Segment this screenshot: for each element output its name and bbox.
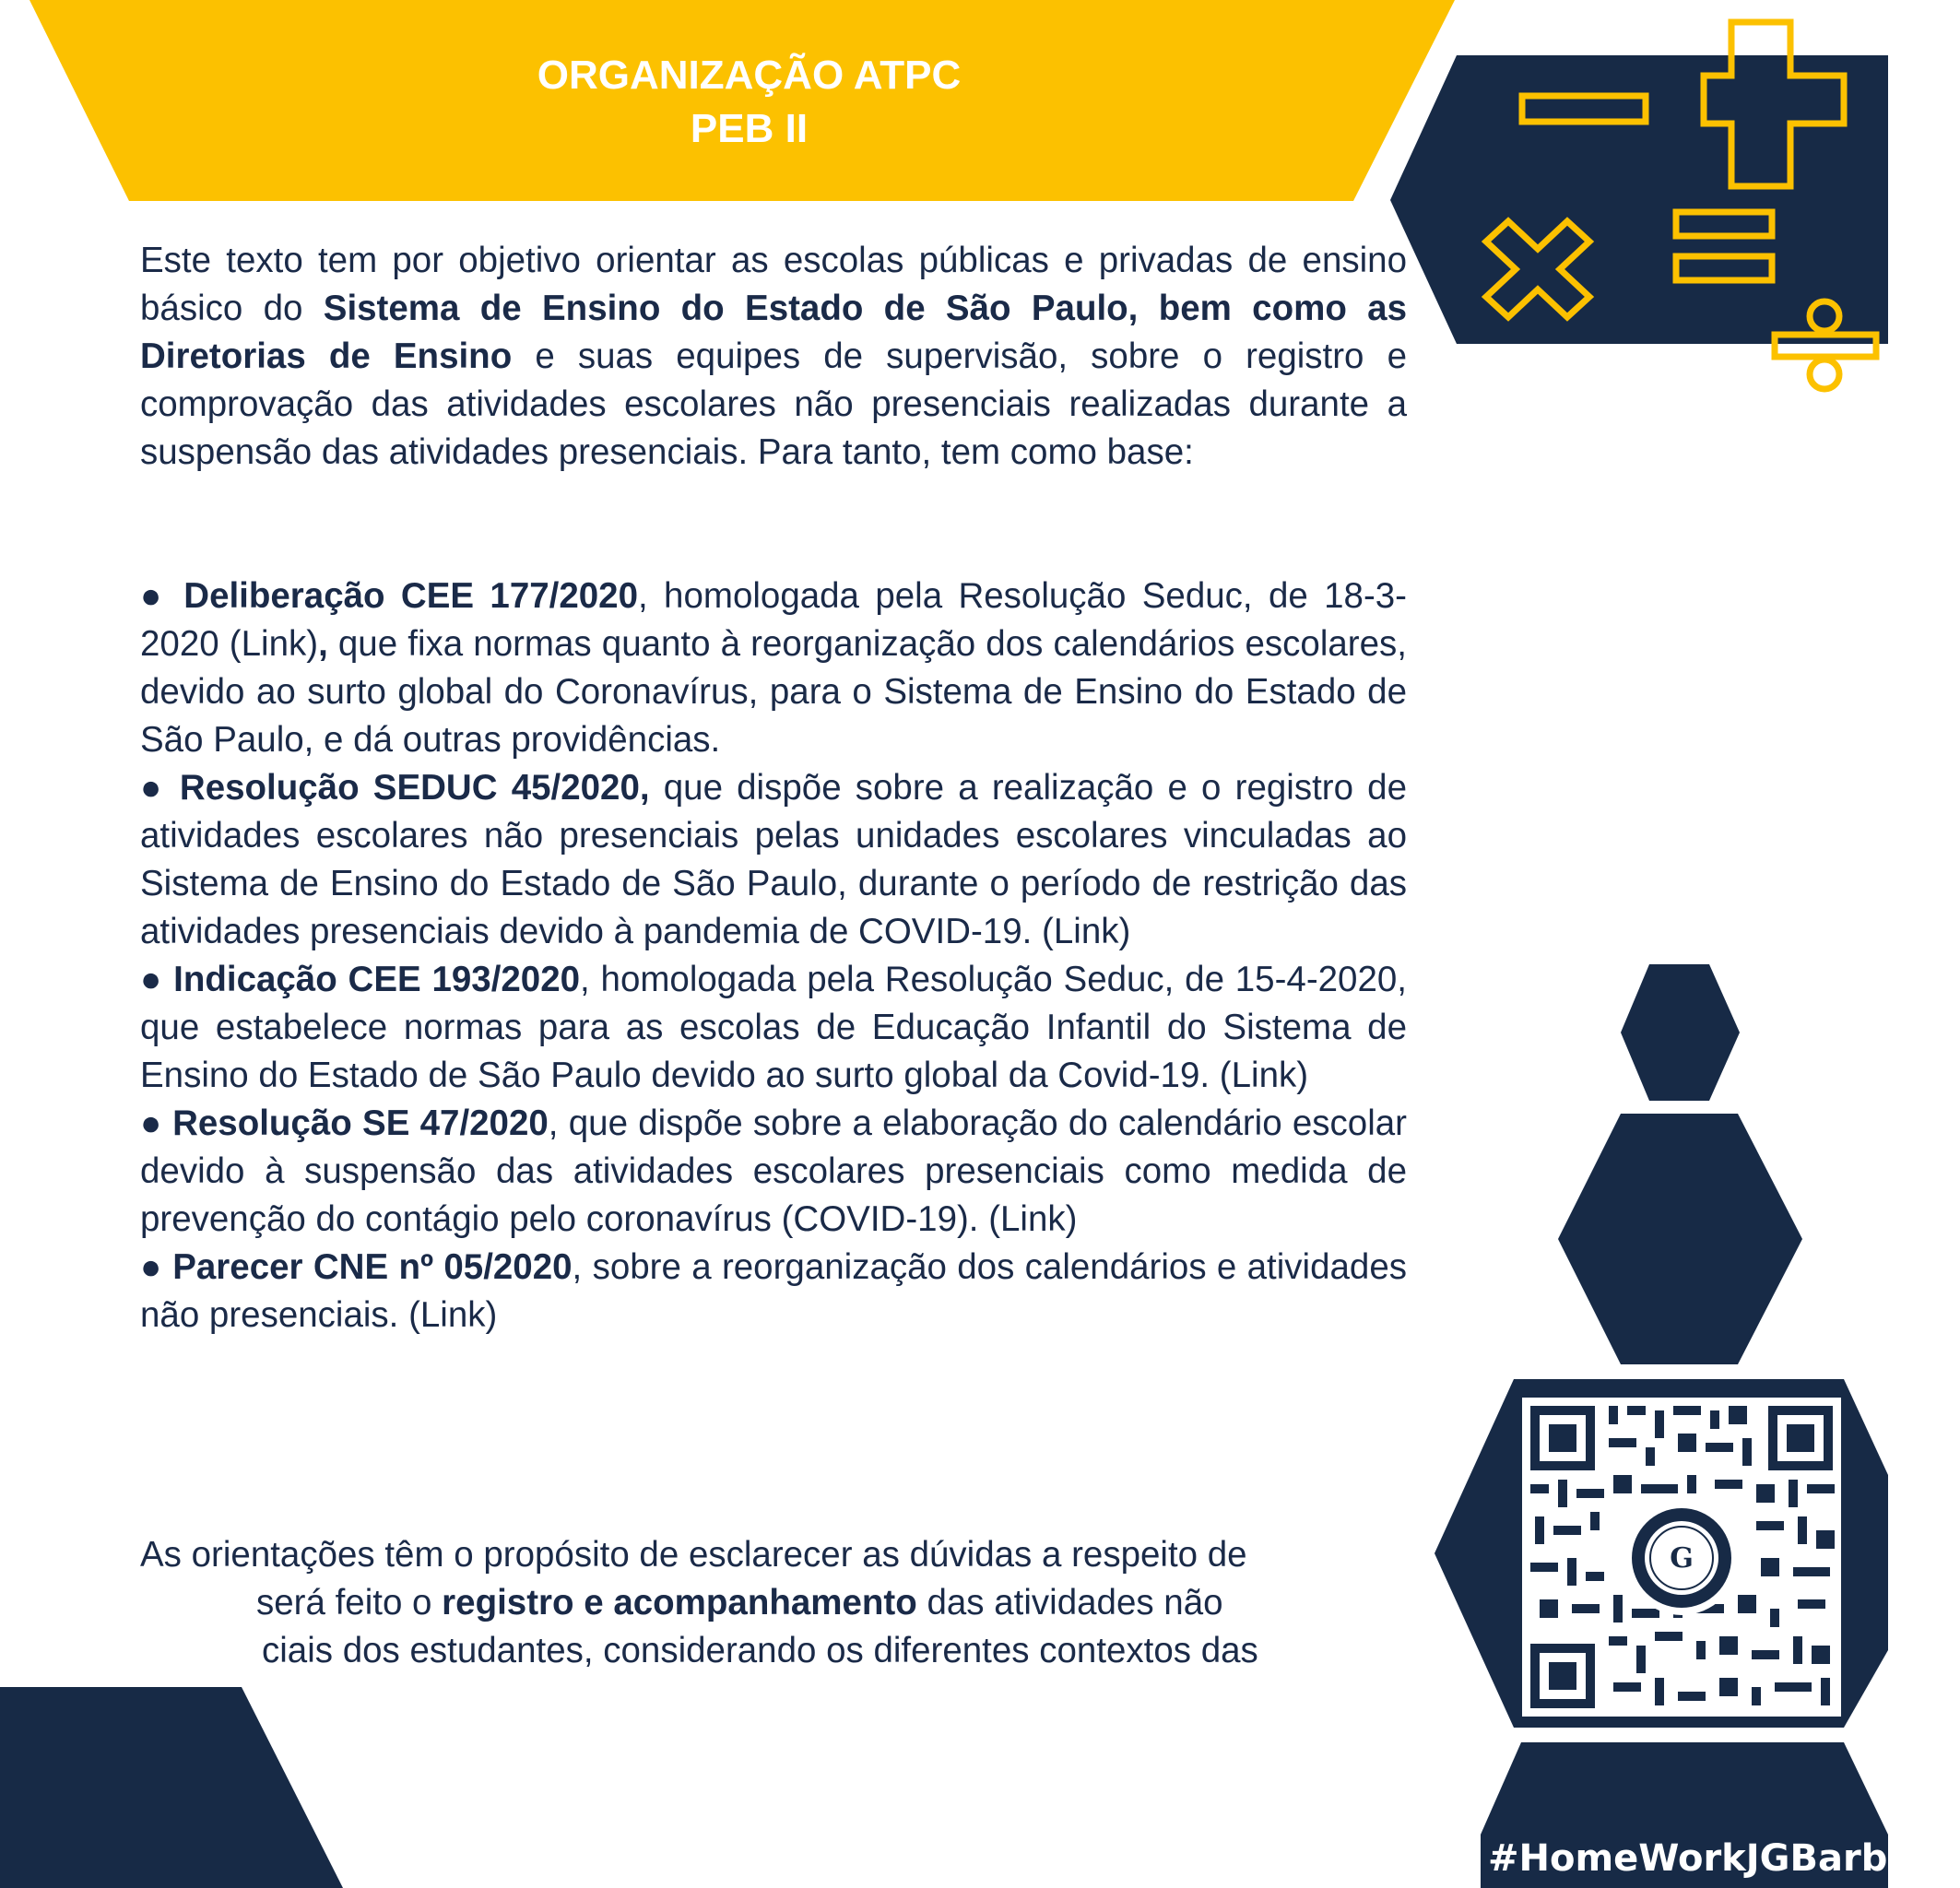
bullet: ● [140, 768, 180, 808]
references-list [140, 572, 1407, 1339]
closing-line-2c: das atividades não [916, 1583, 1223, 1622]
list-item [140, 572, 1407, 764]
list-item [140, 956, 1407, 1100]
intro-text-2: e suas equipes de supervisão, sobre o registro e comprovação das atividades escolares não presenciais realizadas durante a suspensão das atividades presenciais. Para tanto, tem como base: [140, 336, 1407, 472]
list-item [140, 1244, 1407, 1339]
intro-text-1: Este texto tem por objetivo orientar as escolas públicas e privadas de ensino básico do [140, 241, 1407, 328]
closing-bold: registro e acompanhamento [442, 1583, 917, 1622]
school-seal-icon [1624, 1501, 1739, 1615]
reference-link[interactable]: (Link) [229, 624, 319, 664]
reference-link[interactable]: (Link) [988, 1199, 1078, 1239]
closing-paragraph [140, 1531, 1407, 1675]
reference-text: , sobre a reorganização dos calendários e atividades não presenciais. [140, 1247, 1408, 1335]
page-title: ORGANIZAÇÃO ATPC [537, 53, 962, 98]
bottom-left-shape [0, 1687, 343, 1888]
reference-link[interactable]: (Link) [1042, 912, 1131, 951]
bullet: ● [140, 1247, 173, 1287]
bullet: ● [140, 1103, 173, 1143]
svg-text:G: G [1670, 1542, 1694, 1575]
reference-text: que fixa normas quanto à reorganização dos calendários escolares, devido ao surto global do Coronavírus, para o Sistema de Ensino do Estado de São Paulo, e dá outras providências. [140, 624, 1407, 760]
intro-paragraph [140, 237, 1407, 477]
reference-title: Parecer CNE nº 05/2020 [172, 1247, 573, 1287]
closing-line-1: As orientações têm o propósito de esclarecer as dúvidas a respeito de [140, 1535, 1247, 1575]
closing-line-2a: será feito o [256, 1583, 443, 1622]
list-item [140, 764, 1407, 956]
reference-text: , homologada pela Resolução Seduc, de 15-4-2020, que estabelece normas para as escolas de Educação Infantil do Sistema de Ensino do Estado de São Paulo devido ao surto global da Covid-19. [140, 960, 1407, 1095]
reference-comma: , [318, 624, 328, 664]
reference-title: Resolução SEDUC 45/2020, [179, 768, 650, 808]
small-hexagon [1621, 964, 1740, 1101]
title-banner [30, 0, 1455, 201]
reference-title: Indicação CEE 193/2020 [173, 960, 581, 999]
intro-bold: Sistema de Ensino do Estado de São Paulo, bem como as Diretorias de Ensino [140, 289, 1408, 376]
closing-line-3: ciais dos estudantes, considerando os diferentes contextos das [262, 1631, 1258, 1670]
reference-link[interactable]: (Link) [1219, 1056, 1309, 1095]
reference-text: que dispõe sobre a realização e o registro de atividades escolares não presenciais pelas unidades escolares vinculadas ao Sistema de Ensino do Estado de São Paulo, durante o período de restrição das atividades presenciais devido à pandemia de COVID-19. [140, 768, 1408, 951]
bullet: ● [140, 960, 174, 999]
qr-code [1522, 1398, 1841, 1717]
reference-title: Resolução SE 47/2020 [172, 1103, 549, 1143]
reference-text: , que dispõe sobre a elaboração do calendário escolar devido à suspensão das atividades escolares presenciais como medida de prevenção do contágio pelo coronavírus (COVID-19). [140, 1103, 1407, 1239]
hashtag-label: #HomeWorkJGBarbosa [1488, 1837, 1960, 1880]
bullet: ● [140, 576, 184, 616]
reference-link[interactable]: (Link) [408, 1295, 498, 1335]
page-subtitle: PEB II [690, 106, 809, 151]
list-item [140, 1100, 1407, 1244]
medium-hexagon [1558, 1114, 1802, 1364]
reference-title: Deliberação CEE 177/2020 [183, 576, 638, 616]
reference-text: , homologada pela Resolução Seduc, de 18-3- 2020 [140, 576, 1407, 664]
